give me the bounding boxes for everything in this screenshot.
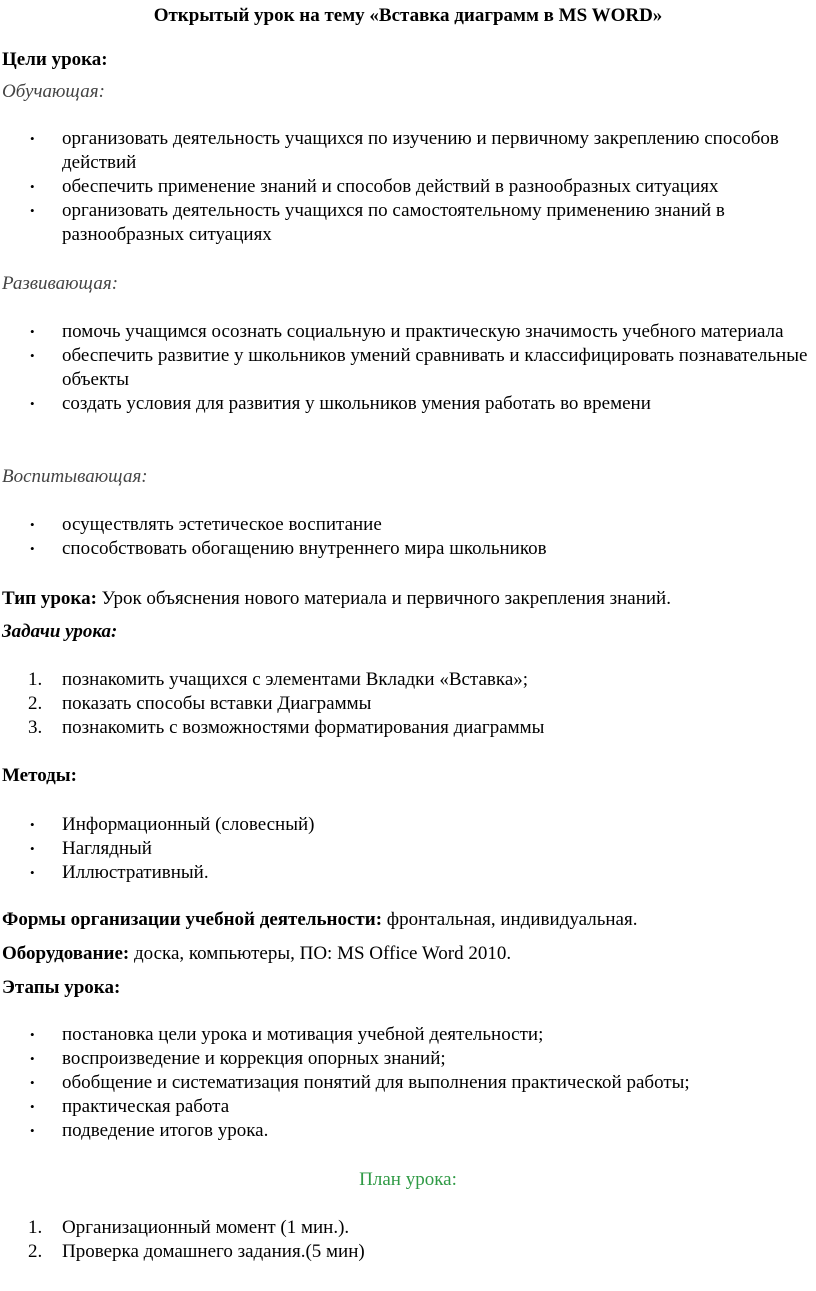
bullet-icon: • — [30, 179, 35, 194]
lesson-type-label: Тип урока: — [2, 588, 97, 609]
list-item: • осуществлять эстетическое воспитание — [30, 514, 382, 535]
teaching-goal-label: Обучающая: — [2, 81, 105, 102]
forms-value: фронтальная, индивидуальная. — [382, 909, 638, 930]
tasks-list — [0, 668, 810, 740]
goals-heading: Цели урока: — [2, 49, 108, 70]
bullet-icon: • — [30, 817, 35, 832]
list-item: • организовать деятельность учащихся по самостоятельному применению знаний в разнообразных ситуациях — [30, 200, 725, 245]
bullet-icon: • — [30, 1099, 35, 1114]
bullet-icon: • — [30, 131, 35, 146]
list-item: • воспроизведение и коррекция опорных знаний; — [30, 1048, 446, 1069]
list-item: 1. познакомить учащихся с элементами Вкладки «Вставка»; — [28, 669, 529, 690]
list-item: • практическая работа — [30, 1096, 230, 1117]
equipment-label: Оборудование: — [2, 943, 130, 964]
list-item: • постановка цели урока и мотивация учебной деятельности; — [30, 1024, 544, 1045]
list-number: 3. — [28, 717, 43, 738]
forms-line — [2, 908, 802, 932]
list-item: • помочь учащимся осознать социальную и практическую значимость учебного материала — [30, 321, 784, 342]
bullet-icon: • — [30, 865, 35, 880]
list-item: 3. познакомить с возможностями форматирования диаграммы — [28, 717, 545, 738]
list-item: • Иллюстративный. — [30, 862, 209, 883]
list-number: 2. — [28, 693, 43, 714]
list-item: • способствовать обогащению внутреннего мира школьников — [30, 538, 547, 559]
lesson-type-value: Урок объяснения нового материала и первичного закрепления знаний. — [96, 588, 671, 609]
list-item: 1. Организационный момент (1 мин.). — [28, 1217, 350, 1238]
list-item: 2. показать способы вставки Диаграммы — [28, 693, 372, 714]
teaching-goal-list — [0, 127, 810, 247]
list-item: • подведение итогов урока. — [30, 1120, 269, 1141]
equipment-value: доска, компьютеры, ПО: MS Office Word 2010. — [129, 943, 512, 964]
list-item: • обеспечить развитие у школьников умений сравнивать и классифицировать познавательные объекты — [30, 345, 808, 390]
bullet-icon: • — [30, 396, 35, 411]
developing-goal-list — [0, 320, 810, 416]
document-title: Открытый урок на тему «Вставка диаграмм в MS WORD» — [153, 5, 663, 26]
list-item: 2. Проверка домашнего задания.(5 мин) — [28, 1241, 365, 1262]
bullet-icon: • — [30, 348, 35, 363]
methods-list — [0, 813, 810, 885]
list-number: 1. — [28, 669, 43, 690]
list-item: • создать условия для развития у школьников умения работать во времени — [30, 393, 651, 414]
bullet-icon: • — [30, 1051, 35, 1066]
forms-label: Формы организации учебной деятельности: — [2, 909, 383, 930]
list-item: • Информационный (словесный) — [30, 814, 315, 835]
bullet-icon: • — [30, 541, 35, 556]
tasks-heading: Задачи урока: — [2, 621, 118, 642]
bullet-icon: • — [30, 841, 35, 856]
developing-goal-label: Развивающая: — [2, 273, 119, 294]
list-number: 1. — [28, 1217, 43, 1238]
list-item: • Наглядный — [30, 838, 152, 859]
bullet-icon: • — [30, 1027, 35, 1042]
bullet-icon: • — [30, 517, 35, 532]
bullet-icon: • — [30, 1075, 35, 1090]
plan-list — [0, 1216, 810, 1264]
list-item: • организовать деятельность учащихся по изучению и первичному закреплению способов действий — [30, 128, 779, 173]
methods-heading: Методы: — [2, 765, 77, 786]
educational-goal-label: Воспитывающая: — [2, 466, 148, 487]
plan-heading: План урока: — [359, 1169, 457, 1190]
lesson-type-line — [2, 587, 802, 611]
bullet-icon: • — [30, 1123, 35, 1138]
bullet-icon: • — [30, 203, 35, 218]
list-item: • обобщение и систематизация понятий для выполнения практической работы; — [30, 1072, 690, 1093]
bullet-icon: • — [30, 324, 35, 339]
stages-heading: Этапы урока: — [2, 977, 121, 998]
list-number: 2. — [28, 1241, 43, 1262]
equipment-line — [2, 942, 802, 966]
list-item: • обеспечить применение знаний и способов действий в разнообразных ситуациях — [30, 176, 719, 197]
educational-goal-list — [0, 513, 810, 561]
stages-list — [0, 1023, 810, 1143]
